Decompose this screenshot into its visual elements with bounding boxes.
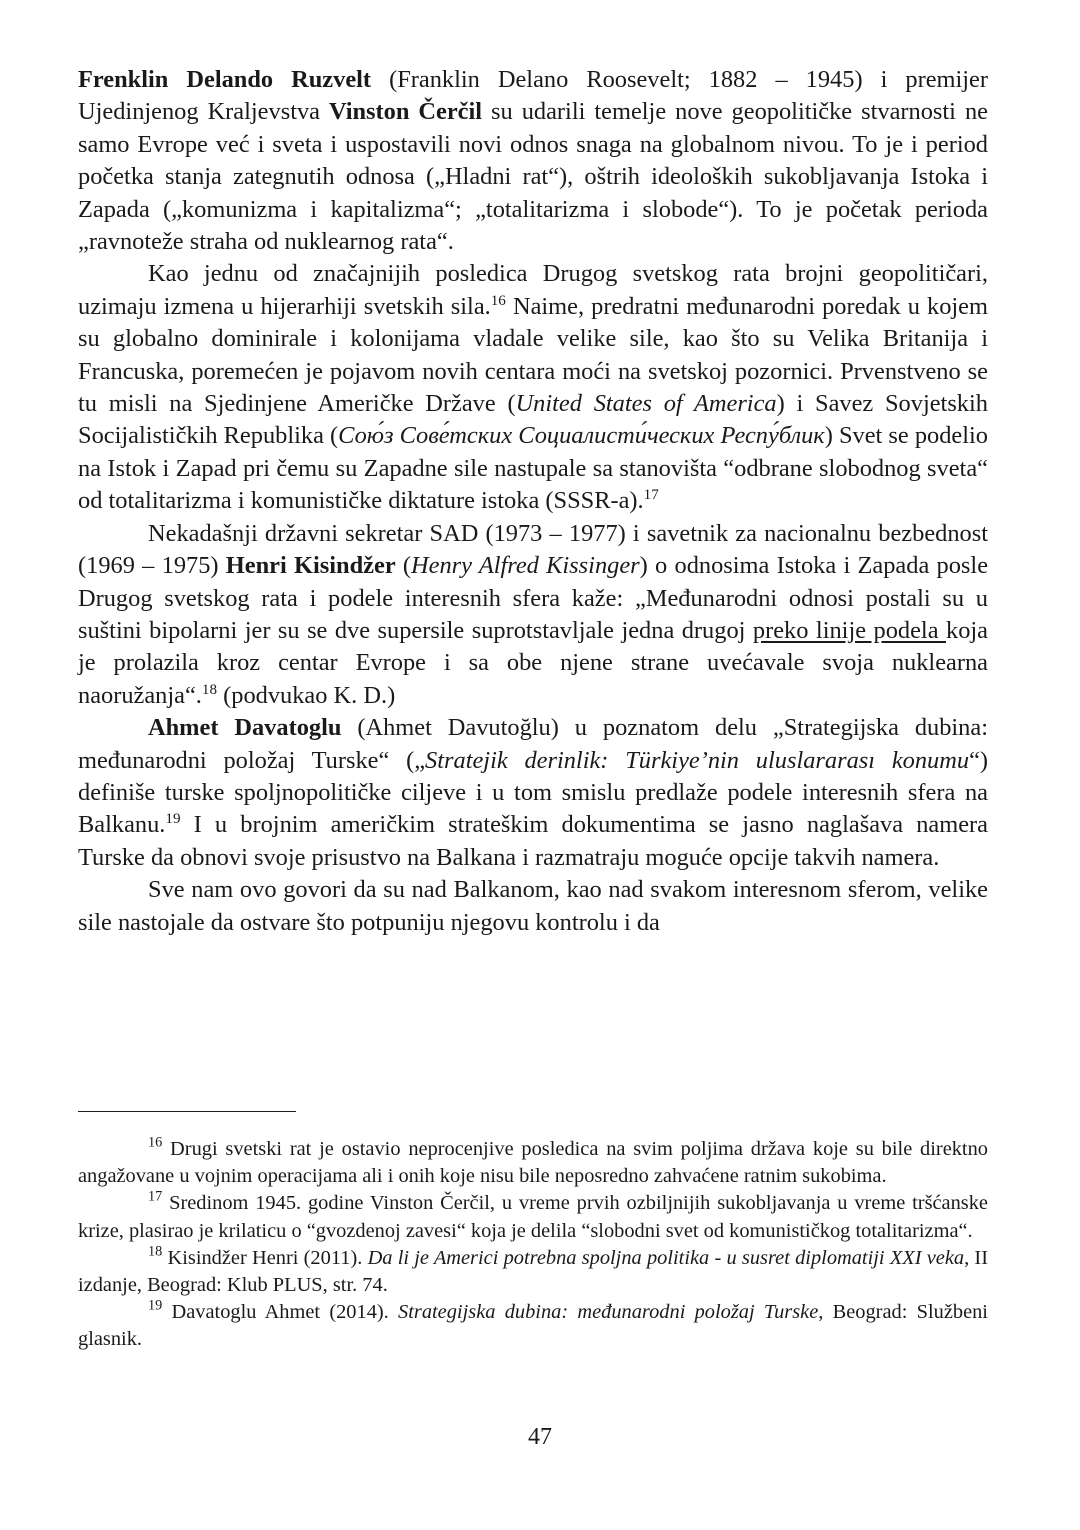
footnote-16: $^{16}$ Drugi svetski rat je ostavio neprocenjive posledica na svim poljima država koje su bile direktno angažovane u vojnim operacijama ali i onih koje nisu bile neposredno zahvaćene ratnim sukobima. [78,1134,988,1188]
footnote-separator [78,1111,296,1112]
paragraph-5: Sve nam ovo govori da su nad Balkanom, kao nad svakom interesnom sferom, velike sile nastojale da ostvare što potpuniju njegovu kontrolu i da [78,876,988,936]
person-name: Frenklin Delando Ruzvelt [78,66,372,93]
person-name: Ahmet Davatoglu [148,714,342,742]
footnote-ref[interactable]: 16 [490,292,506,309]
footnote-number: 18 [148,1243,163,1260]
main-text [78,64,988,939]
paragraph-2: Kao jednu od značajnijih posledica Drugog svetskog rata brojni geopolitičari, uzimaju izmena u hijerarhiji svetskih sila.$^{16}$ Naime, predratni međunarodni poredak u kojem su globalno dominirale i kolonijama vladale velike sile, kao što su Velika Britanija i Francuska, poremećen je pojavom novih centara moći na svetskoj pozornici. Prvenstveno se tu misli na Sjedinjene Američke Države (United States of America) i Savez Sovjetskih Socijalističkih Republika (Сою́з Сове́тских Социалисти́ческих Респу́блик) Svet se podelio na Istok i Zapad pri čemu su Zapadne sile nastupale sa stanovišta “odbrane slobodnog sveta“ od totalitarizma i komunističke diktature istoka (SSSR-a).$^{17}$ [78,260,988,515]
footnote-ref[interactable]: 17 [643,487,659,504]
underlined-phrase: preko linije podela [752,616,947,644]
footnote-17: $^{17}$ Sredinom 1945. godine Vinston Čerčil, u vreme prvih ozbiljnijih sukobljavanja u vreme tršćanske krize, plasirao je krilaticu o “gvozdenoj zavesi“ koja je delila “slobodni svet od komunističkog totalitarizma“. [78,1188,988,1242]
person-name: Vinston Čerčil [328,98,483,126]
footnote-ref[interactable]: 18 [201,681,218,698]
paragraph-1: Frenklin Delando Ruzvelt (Franklin Delano Roosevelt; 1882 – 1945) i premijer Ujedinjenog Kraljevstva Vinston Čerčil su udarili temelje nove geopolitičke stvarnosti ne samo Evrope već i sveta i uspostavili novi odnos snaga na globalnom nivou. To je i period početka stanja zategnutih odnosa („Hladni rat“), oštrih ideoloških sukobljavanja Istoka i Zapada („komunizma i kapitalizma“; „totalitarizma i slobode“). To je početak perioda „ravnoteže straha od nuklearnog rata“. [78,66,989,256]
footnotes [78,1136,988,1354]
footnote-19: $^{19}$ Davatoglu Ahmet (2014). Strategijska dubina: međunarodni položaj Turske, Beograd: Službeni glasnik. [78,1297,988,1351]
paragraph-4: Ahmet Davatoglu (Ahmet Davutoğlu) u poznatom delu „Strategijska dubina: međunarodni položaj Turske“ („Stratejik derinlik: Türkiye’nin uluslararası konumu“) definiše turske spoljnopolitičke ciljeve i u tom smislu predlaže podele interesnih sfera na Balkanu.$^{19}$ I u brojnim američkim strateškim dokumentima se jasno naglašava namera Turske da obnovi svoje prisustvo na Balkana i razmatraju moguće opcije takvih namera. [78,714,989,871]
paragraph-3: Nekadašnji državni sekretar SAD (1973 – 1977) i savetnik za nacionalnu bezbednost (1969 – 1975) Henri Kisindžer (Henry Alfred Kissinger) o odnosima Istoka i Zapada posle Drugog svetskog rata i podele interesnih sfera kaže: „Međunarodni odnosi postali su u suštini bipolarni jer su se dve supersile suprotstavljale jedna drugoj preko linije podela koja je prolazila kroz centar Evrope i sa obe njene strane uvećavale svoja nuklearna naoružanja“.$^{18}$ (podvukao K. D.) [78,519,989,709]
footnote-18: $^{18}$ Kisindžer Henri (2011). Da li je Americi potrebna spoljna politika - u susret diplomatiji XXI veka, II izdanje, Beograd: Klub PLUS, str. 74. [78,1243,988,1297]
page-number: 47 [528,1424,552,1450]
footnote-number: 19 [148,1297,163,1314]
footnote-number: 16 [148,1134,163,1151]
footnote-ref[interactable]: 19 [165,811,181,828]
footnote-number: 17 [148,1188,163,1205]
person-name: Henri Kisindžer [225,552,396,580]
